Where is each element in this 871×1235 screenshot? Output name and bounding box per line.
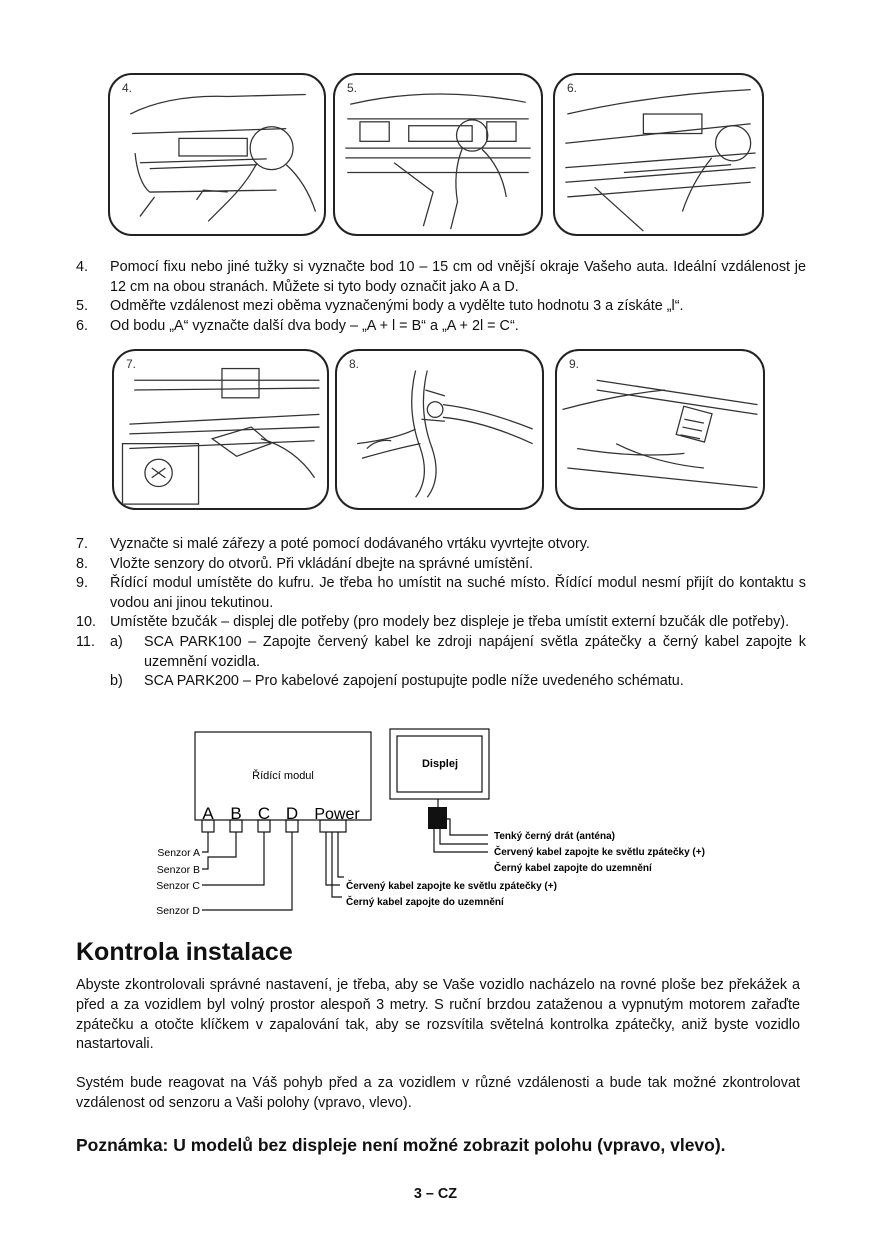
step-number: 9.: [76, 575, 89, 592]
sub-step-label: a): [110, 633, 123, 650]
figure-5: [333, 73, 543, 236]
step-number: 4.: [76, 259, 89, 275]
module-label: Řídící modul: [252, 770, 314, 782]
figure-4-illustration: [110, 75, 324, 234]
section-title: Kontrola instalace: [76, 938, 293, 966]
step-text: Vyznačte si malé zářezy a poté pomocí dodávaného vrtáku vyvrtejte otvory.: [110, 536, 590, 552]
step-number: 11.: [76, 633, 95, 650]
step-text: SCA PARK100 – Zapojte červený kabel ke zdroji napájení světla zpátečky a černý kabel zapojte k uzemnění vozidla.: [144, 633, 806, 670]
figure-5-illustration: [335, 75, 541, 234]
figure-9: [555, 349, 765, 510]
step-text: SCA PARK200 – Pro kabelové zapojení postupujte podle níže uvedeného schématu.: [144, 673, 684, 690]
figure-4: [108, 73, 326, 236]
sub-step-label: b): [110, 673, 123, 690]
figure-number: 6.: [567, 81, 578, 95]
section-paragraph-1: Abyste zkontrolovali správné nastavení, je třeba, aby se Vaše vozidlo nacházelo na rovné ploše bez překážek a před a za vozidlem byl volný prostor alespoň 3 metry. S ruční brzdou zataženou a vypnutým motorem zařaďte zpátečku a otočte klíčkem v zapalování tak, aby se rozsvítila světelná kontrolka zpátečky, aniž byste vozidlo nastartovali.: [76, 977, 800, 1053]
figure-9-illustration: [557, 351, 763, 508]
section-note: Poznámka: U modelů bez displeje není možné zobrazit polohu (vpravo, vlevo).: [76, 1135, 726, 1155]
sensor-d-label: Senzor D: [156, 905, 200, 917]
wiring-diagram: [140, 727, 770, 922]
figure-number: 5.: [347, 81, 358, 95]
port-power-label: Power: [314, 806, 360, 823]
step-11b: [76, 672, 806, 692]
step-8: [76, 555, 806, 575]
figure-6-illustration: [555, 75, 762, 234]
display-label: Displej: [421, 758, 459, 770]
sensor-a-label: Senzor A: [157, 847, 200, 859]
sensor-b-label: Senzor B: [156, 864, 200, 876]
step-text: Vložte senzory do otvorů. Při vkládání dbejte na správné umístění.: [110, 555, 534, 572]
figure-number: 4.: [122, 81, 133, 95]
step-number: 8.: [76, 555, 89, 572]
step-7: [76, 535, 806, 555]
figure-8-illustration: [337, 351, 542, 508]
display-wire-red: Červený kabel zapojte ke světlu zpátečky (+): [494, 847, 705, 858]
step-number: 6.: [76, 317, 89, 334]
step-5: [76, 297, 806, 317]
steps-4-6: [76, 258, 806, 336]
step-9: [76, 574, 806, 613]
display-connector: [428, 807, 447, 829]
step-text: Odměřte vzdálenost mezi oběma vyznačenými body a vydělte tuto hodnotu 3 a získáte „l“.: [110, 298, 684, 315]
page-number: 3 – CZ: [413, 1186, 458, 1202]
figure-7-illustration: [114, 351, 327, 508]
port-d-label: D: [285, 804, 299, 823]
step-6: [76, 317, 806, 337]
power-wire-black: Černý kabel zapojte do uzemnění: [346, 897, 504, 908]
power-wire-red: Červený kabel zapojte ke světlu zpátečky (+): [346, 881, 557, 892]
port-a-label: A: [202, 804, 214, 823]
steps-7-11: [76, 535, 806, 692]
figure-8: [335, 349, 544, 510]
step-number: 7.: [76, 536, 89, 552]
step-4: [76, 258, 806, 297]
port-c-label: C: [257, 804, 271, 823]
display-wire-black: Černý kabel zapojte do uzemnění: [494, 863, 652, 874]
step-11a: [76, 633, 806, 672]
figure-6: [553, 73, 764, 236]
figure-number: 7.: [126, 357, 137, 371]
step-text: Od bodu „A“ vyznačte další dva body – „A + l = B“ a „A + 2l = C“.: [110, 317, 519, 334]
step-number: 10.: [76, 614, 97, 631]
step-text: Umístěte bzučák – displej dle potřeby (pro modely bez displeje je třeba umístit externí bzučák dle potřeby).: [110, 614, 790, 631]
step-10: [76, 613, 806, 633]
step-text: Pomocí fixu nebo jiné tužky si vyznačte bod 10 – 15 cm od vnější okraje Vašeho auta. Ideální vzdálenost je 12 cm na obou stranách. Můžete si tyto body označit jako A a D.: [110, 259, 806, 295]
display-wire-antenna: Tenký černý drát (anténa): [494, 831, 615, 842]
section-paragraph-2: Systém bude reagovat na Váš pohyb před a za vozidlem v různé vzdálenosti a bude tak možné zkontrolovat vzdálenost od senzoru a Vaši polohy (vpravo, vlevo).: [76, 1075, 800, 1111]
step-text: Řídící modul umístěte do kufru. Je třeba ho umístit na suché místo. Řídící modul nesmí přijít do kontaktu s vodou ani jinou tekutinou.: [110, 575, 806, 611]
figure-number: 8.: [349, 357, 360, 371]
figure-number: 9.: [569, 357, 580, 371]
figure-7: [112, 349, 329, 510]
sensor-c-label: Senzor C: [156, 880, 200, 892]
step-number: 5.: [76, 298, 89, 315]
port-b-label: B: [230, 804, 242, 823]
